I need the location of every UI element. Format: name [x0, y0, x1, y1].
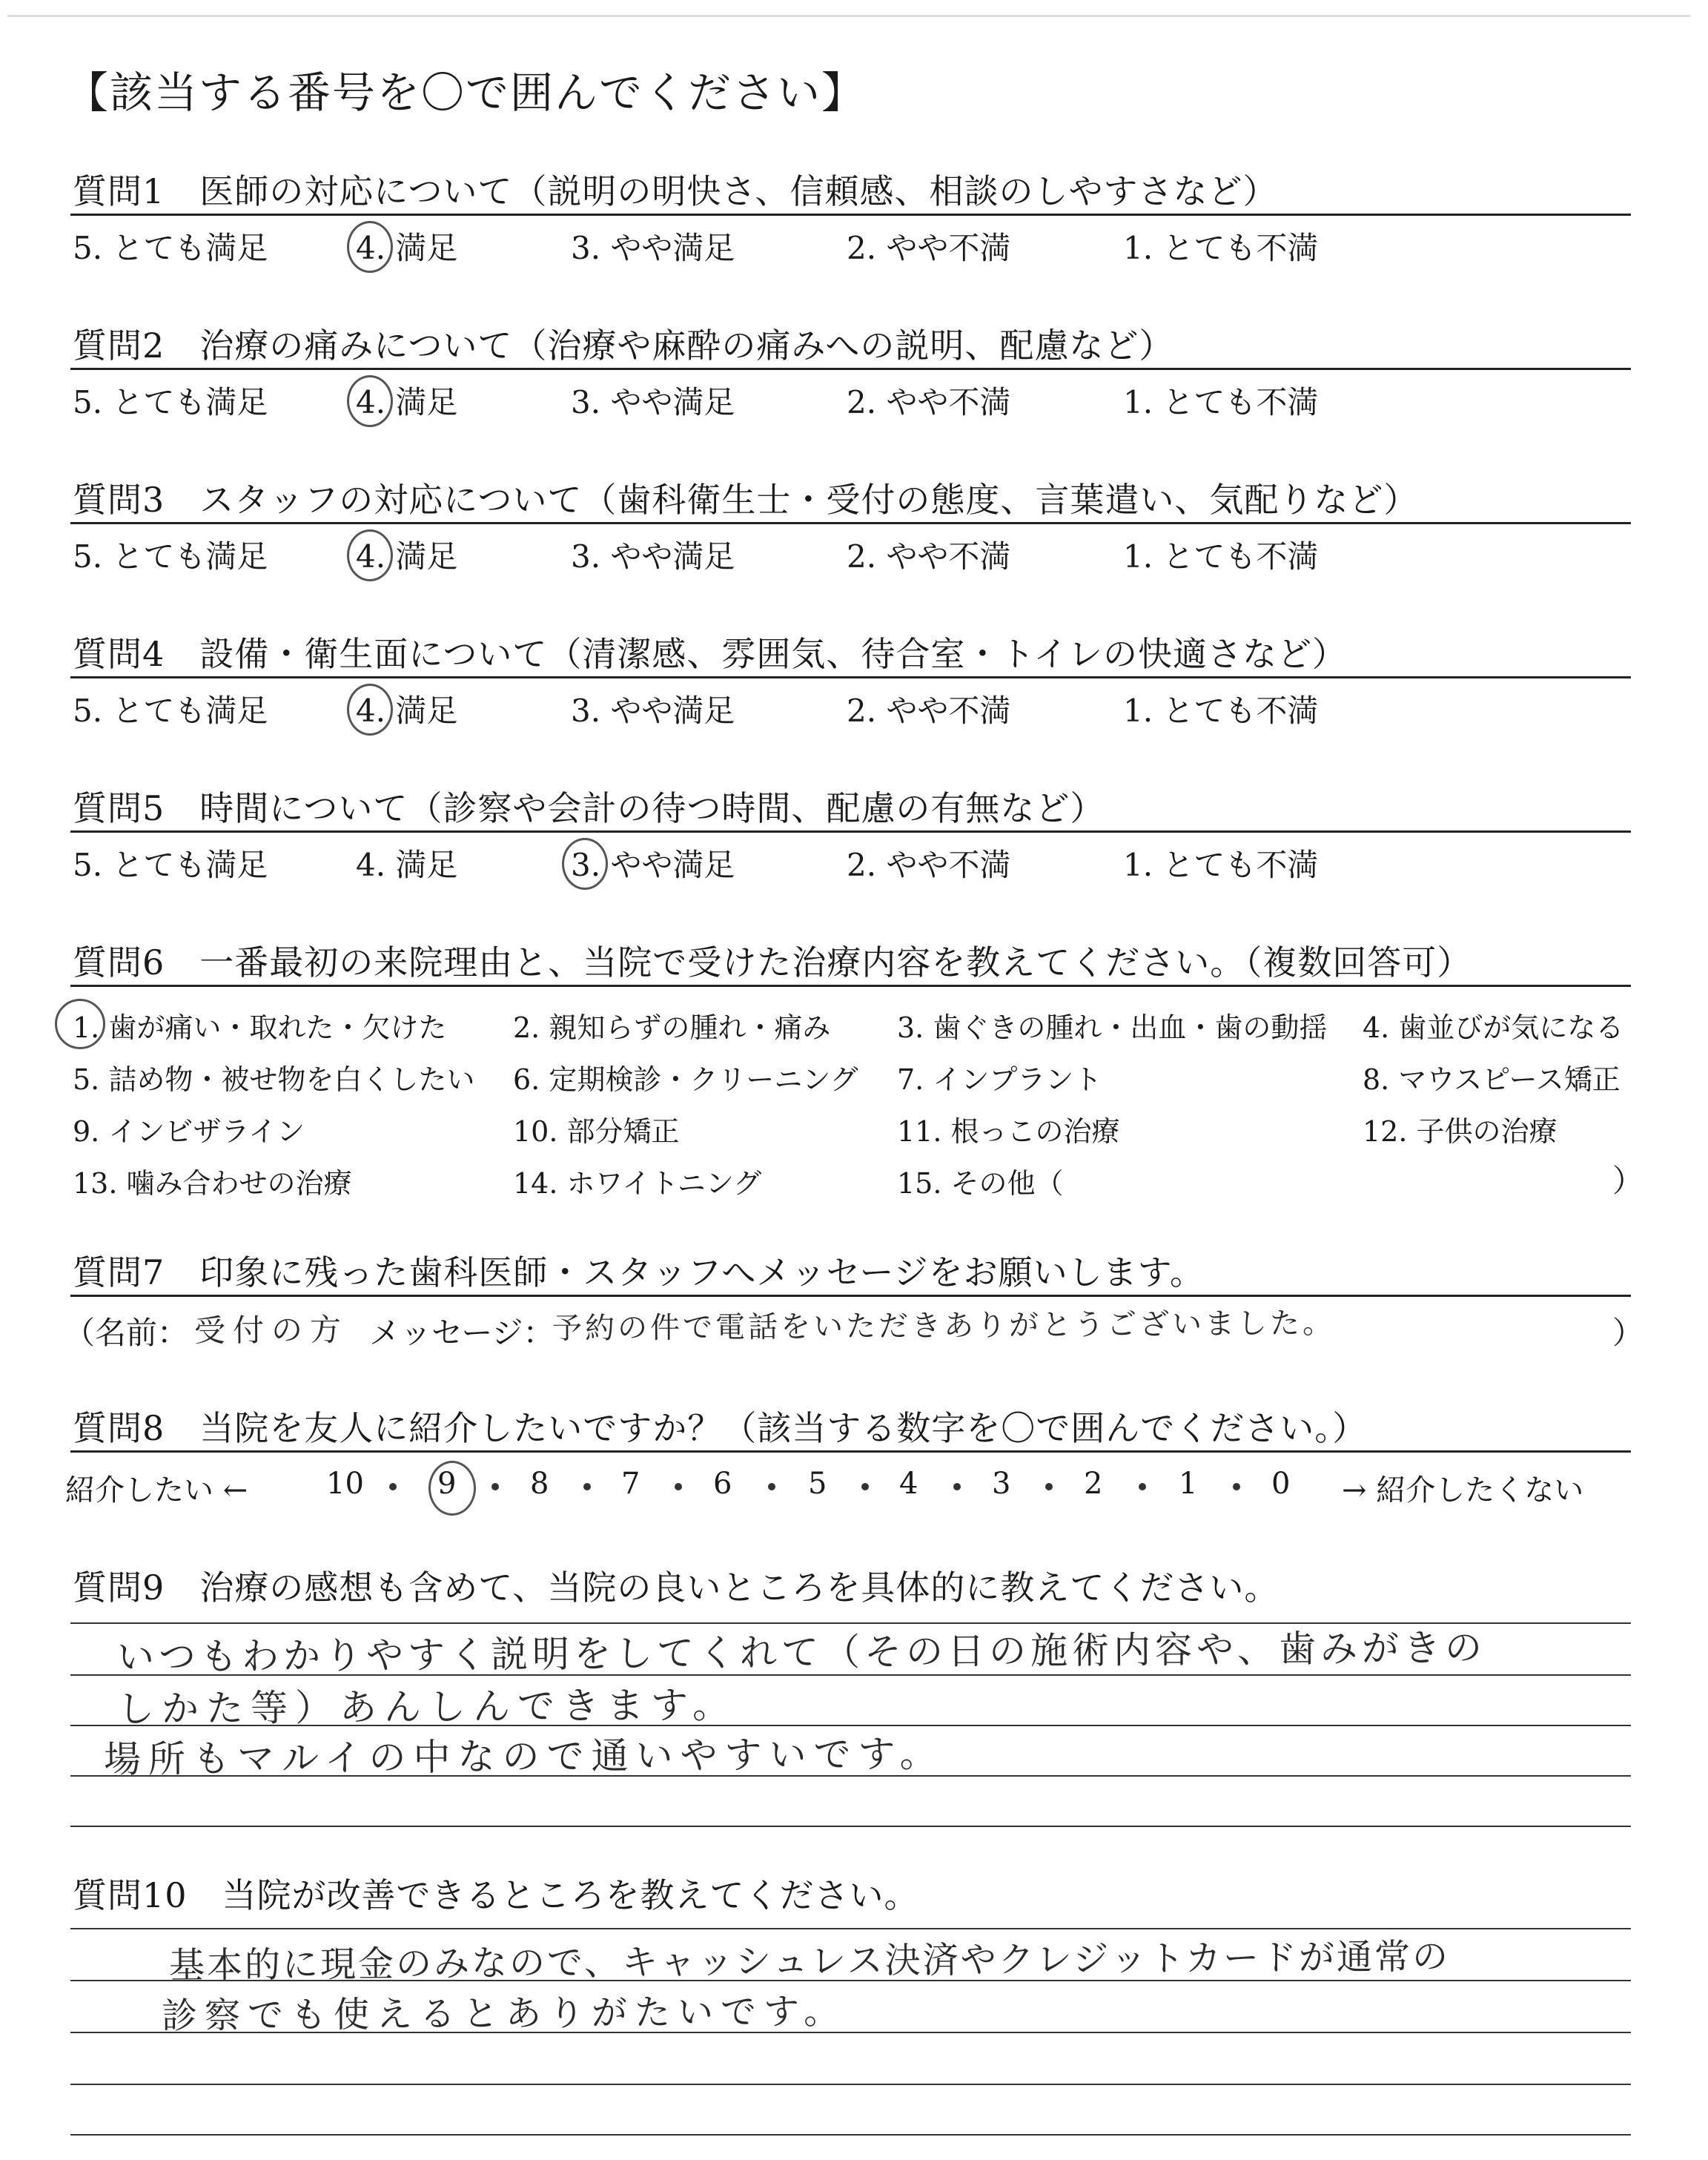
question-title: 質問7 印象に残った歯科医師・スタッフへメッセージをお願いします。: [73, 1252, 1205, 1292]
rating-option[interactable]: 5. とても満足: [73, 847, 268, 883]
scale-separator-dot: [953, 1483, 961, 1490]
scale-separator-dot: [389, 1483, 397, 1490]
question-underline: [70, 985, 1631, 987]
question-underline: [70, 830, 1631, 833]
rating-option[interactable]: 4. 満足: [356, 847, 458, 883]
rating-option[interactable]: 2. やや不満: [847, 538, 1011, 575]
handwritten-answer-line: しかた等）あんしんできます。: [116, 1683, 738, 1731]
scale-number[interactable]: 4: [899, 1467, 918, 1501]
treatment-option[interactable]: 6. 定期検診・クリーニング: [513, 1063, 858, 1096]
question-underline: [70, 214, 1631, 216]
rating-option[interactable]: 1. とても不満: [1123, 693, 1319, 729]
scale-number[interactable]: 5: [808, 1467, 827, 1501]
rating-option[interactable]: 2. やや不満: [847, 847, 1011, 883]
scale-separator-dot: [675, 1483, 682, 1490]
scale-number[interactable]: 8: [530, 1467, 549, 1501]
rating-option[interactable]: 4. 満足: [356, 230, 458, 266]
rating-option[interactable]: 3. やや満足: [571, 538, 735, 575]
handwritten-answer-line: 診察でも使えるとありがたいです。: [161, 1990, 847, 2037]
treatment-option[interactable]: 15. その他（: [897, 1167, 1064, 1200]
rating-option[interactable]: 4. 満足: [356, 693, 458, 729]
scale-number[interactable]: 3: [992, 1467, 1011, 1501]
rating-option[interactable]: 5. とても満足: [73, 693, 268, 729]
handwritten-answer-line: 基本的に現金のみなので、キャッシュレス決済やクレジットカードが通常の: [168, 1935, 1451, 1986]
answer-line: [70, 2084, 1631, 2085]
rating-option[interactable]: 1. とても不満: [1123, 384, 1319, 420]
rating-option[interactable]: 3. やや満足: [571, 693, 735, 729]
rating-option[interactable]: 2. やや不満: [847, 230, 1011, 266]
answer-line: [70, 2134, 1631, 2136]
selection-circle: [347, 221, 393, 273]
message-label: メッセージ：: [369, 1315, 555, 1351]
scale-number[interactable]: 9: [437, 1467, 457, 1501]
treatment-option[interactable]: 3. 歯ぐきの腫れ・出血・歯の動揺: [897, 1011, 1328, 1044]
handwritten-answer-line: いつもわかりやすく説明をしてくれて（その日の施術内容や、歯みがきの: [116, 1626, 1487, 1679]
selection-circle: [347, 375, 393, 427]
treatment-option[interactable]: 9. インビザライン: [73, 1115, 305, 1148]
handwritten-message: 予約の件で電話をいただきありがとうございました。: [552, 1306, 1336, 1346]
scale-separator-dot: [861, 1483, 869, 1490]
treatment-option[interactable]: 7. インプラント: [897, 1063, 1102, 1096]
scale-left-label: 紹介したい ←: [65, 1473, 248, 1507]
question-underline: [70, 1450, 1631, 1453]
question-underline: [70, 368, 1631, 370]
rating-option[interactable]: 1. とても不満: [1123, 230, 1319, 266]
rating-option[interactable]: 5. とても満足: [73, 538, 268, 575]
treatment-option[interactable]: 4. 歯並びが気になる: [1363, 1011, 1624, 1044]
rating-option[interactable]: 4. 満足: [356, 384, 458, 420]
question-title: 質問6 一番最初の来院理由と、当院で受けた治療内容を教えてください。（複数回答可）: [73, 942, 1472, 982]
scale-number[interactable]: 10: [326, 1467, 364, 1501]
scale-separator-dot: [1045, 1483, 1053, 1490]
answer-line: [70, 1826, 1631, 1827]
scale-number[interactable]: 1: [1179, 1467, 1198, 1501]
rating-option[interactable]: 3. やや満足: [571, 384, 735, 420]
question-title: 質問3 スタッフの対応について（歯科衛生士・受付の態度、言葉遣い、気配りなど）: [73, 480, 1419, 520]
selection-circle: [347, 684, 393, 736]
treatment-option[interactable]: 13. 噛み合わせの治療: [73, 1167, 352, 1200]
treatment-option[interactable]: 12. 子供の治療: [1363, 1115, 1558, 1148]
scale-separator-dot: [1139, 1483, 1146, 1490]
question-underline: [70, 522, 1631, 524]
selection-circle: [562, 838, 608, 890]
treatment-option[interactable]: 14. ホワイトニング: [513, 1167, 762, 1200]
handwritten-answer-line: 場所もマルイの中なので通いやすいです。: [103, 1732, 944, 1781]
instruction-heading: 【該当する番号を〇で囲んでください】: [65, 67, 867, 118]
treatment-option[interactable]: 2. 親知らずの腫れ・痛み: [513, 1011, 831, 1044]
question-title: 質問5 時間について（診察や会計の待つ時間、配慮の有無など）: [73, 788, 1105, 828]
selection-circle: [55, 999, 105, 1049]
scale-separator-dot: [768, 1483, 775, 1490]
question-underline: [70, 676, 1631, 678]
rating-option[interactable]: 3. やや満足: [571, 847, 735, 883]
name-label: （名前：: [64, 1315, 189, 1351]
treatment-option[interactable]: 10. 部分矯正: [513, 1115, 680, 1148]
rating-option[interactable]: 1. とても不満: [1123, 538, 1319, 575]
treatment-option[interactable]: 5. 詰め物・被せ物を白くしたい: [73, 1063, 475, 1096]
scale-separator-dot: [583, 1483, 591, 1490]
question-title: 質問1 医師の対応について（説明の明快さ、信頼感、相談のしやすさなど）: [73, 171, 1278, 211]
question-title: 質問4 設備・衛生面について（清潔感、雰囲気、待合室・トイレの快適さなど）: [73, 634, 1348, 674]
scale-right-label: → 紹介したくない: [1342, 1473, 1584, 1507]
close-paren: ）: [1612, 1315, 1644, 1351]
treatment-option[interactable]: 1. 歯が痛い・取れた・欠けた: [73, 1011, 447, 1044]
question-title: 質問10 当院が改善できるところを教えてください。: [73, 1875, 919, 1915]
page-top-edge: [7, 15, 1690, 17]
scale-number[interactable]: 7: [621, 1467, 640, 1501]
question-title: 質問2 治療の痛みについて（治療や麻酔の痛みへの説明、配慮など）: [73, 326, 1174, 366]
question-title: 質問9 治療の感想も含めて、当院の良いところを具体的に教えてください。: [73, 1568, 1280, 1608]
rating-option[interactable]: 5. とても満足: [73, 230, 268, 266]
selection-circle: [347, 529, 393, 581]
scale-separator-dot: [491, 1483, 499, 1490]
rating-option[interactable]: 3. やや満足: [571, 230, 735, 266]
rating-option[interactable]: 5. とても満足: [73, 384, 268, 420]
treatment-option[interactable]: 8. マウスピース矯正: [1363, 1063, 1621, 1096]
scale-separator-dot: [1233, 1483, 1240, 1490]
selection-circle: [428, 1461, 476, 1516]
rating-option[interactable]: 4. 満足: [356, 538, 458, 575]
scale-number[interactable]: 6: [713, 1467, 732, 1501]
scale-number[interactable]: 0: [1271, 1467, 1291, 1501]
scale-number[interactable]: 2: [1084, 1467, 1103, 1501]
rating-option[interactable]: 2. やや不満: [847, 693, 1011, 729]
question-underline: [70, 1295, 1631, 1297]
rating-option[interactable]: 2. やや不満: [847, 384, 1011, 420]
close-paren: ）: [1612, 1163, 1644, 1199]
treatment-option[interactable]: 11. 根っこの治療: [897, 1115, 1120, 1148]
rating-option[interactable]: 1. とても不満: [1123, 847, 1319, 883]
handwritten-name: 受付の方: [193, 1311, 349, 1349]
question-title: 質問8 当院を友人に紹介したいですか？（該当する数字を〇で囲んでください。）: [73, 1408, 1368, 1448]
